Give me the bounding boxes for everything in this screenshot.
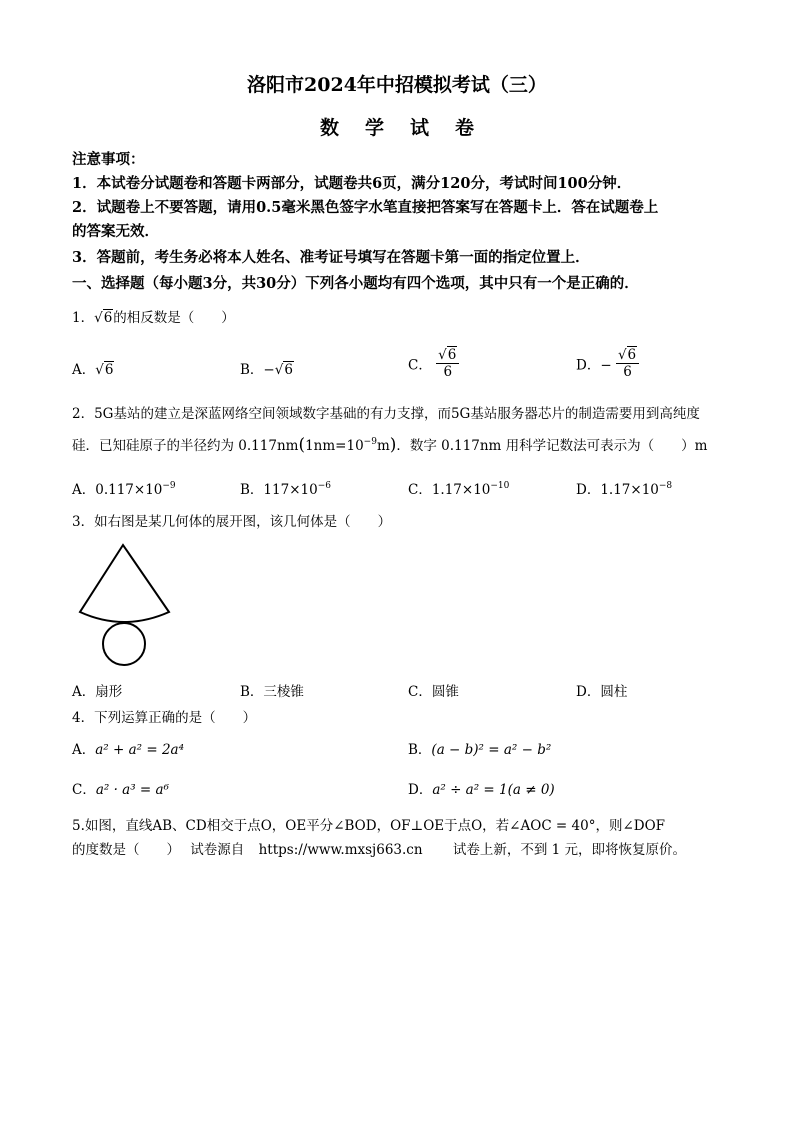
notes-heading: 注意事项： — [72, 151, 145, 168]
option-b: B．−√6 — [240, 362, 293, 378]
fraction: $\frac{√6}{6}$ — [436, 347, 459, 380]
note-item: 的答案无效． — [72, 223, 159, 240]
question-5-line2: 的度数是（ ） 试卷源自 https://www.mxsj663.cn 试卷上新，不到 1 元，即将恢复原价。 — [72, 842, 687, 858]
option-a: A．a² + a² = 2a⁴ — [72, 742, 185, 758]
option-c: C．圆锥 — [408, 684, 459, 700]
option-a: A．√6 — [72, 362, 114, 378]
option-c: C．a² · a³ = a⁶ — [72, 782, 169, 798]
source-label: 试卷源自 — [190, 842, 245, 858]
fraction: $\frac{√6}{6}$ — [616, 347, 639, 380]
option-a: A．$0.117\times 10^{-9}$ — [72, 481, 176, 498]
option-b: B．三棱锥 — [240, 684, 304, 700]
base-circle — [103, 623, 145, 665]
question-1 — [72, 306, 235, 326]
sqrt-expression: √6 — [94, 310, 113, 326]
question-3: 3．如右图是某几何体的展开图，该几何体是（ ） — [72, 514, 392, 530]
option-c: C．$1.17\times 10^{-10}$ — [408, 481, 510, 498]
question-2-line1: 2．5G基站的建立是深蓝网络空间领域数字基础的有力支撑，而5G基站服务器芯片的制造需要用到高纯度 — [72, 406, 700, 422]
source-link[interactable]: https://www.mxsj663.cn — [258, 842, 423, 858]
option-d: D．− $\frac{√6}{6}$ — [576, 347, 639, 380]
question-4: 4．下列运算正确的是（ ） — [72, 710, 257, 726]
note-item: 2．试题卷上不要答题，请用0.5毫米黑色签字水笔直接把答案写在答题卡上．答在试题卷上 — [72, 199, 659, 216]
source-note: 试卷上新，不到 1 元，即将恢复原价。 — [452, 842, 687, 858]
option-d: D．$1.17\times 10^{-8}$ — [576, 481, 673, 498]
exam-title: 洛阳市2024年中招模拟考试（三） — [247, 74, 547, 96]
option-d: D．圆柱 — [576, 684, 628, 700]
cone-net-diagram — [72, 540, 176, 670]
section-heading: 一、选择题（每小题3分，共30分）下列各小题均有四个选项，其中只有一个是正确的． — [72, 275, 639, 292]
exam-subject: 数学试卷 — [319, 117, 500, 139]
question-2-line2: 硅．已知硅原子的半径约为 $0.117nm(1nm=10^{-9}m)$．数字 0.117nm 用科学记数法可表示为（ ）m — [72, 435, 708, 455]
option-c: C． $\frac{√6}{6}$ — [408, 347, 459, 380]
question-number: 1． — [72, 310, 95, 326]
question-5-line1: 5.如图，直线AB、CD相交于点O，OE平分∠BOD，OF⊥OE于点O，若∠AOC = 40°，则∠DOF — [72, 818, 666, 834]
note-item: 1．本试卷分试题卷和答题卡两部分，试题卷共6页，满分120分，考试时间100分钟． — [72, 175, 632, 192]
question-stem: 的相反数是（ ） — [113, 310, 235, 326]
option-b: B．(a − b)² = a² − b² — [408, 742, 552, 758]
option-a: A．扇形 — [72, 684, 123, 700]
option-b: B．$117\times 10^{-6}$ — [240, 481, 331, 498]
sector-shape — [80, 545, 169, 622]
option-d: D．a² ÷ a² = 1(a ≠ 0) — [408, 782, 555, 798]
note-item: 3．答题前，考生务必将本人姓名、准考证号填写在答题卡第一面的指定位置上． — [72, 249, 590, 266]
